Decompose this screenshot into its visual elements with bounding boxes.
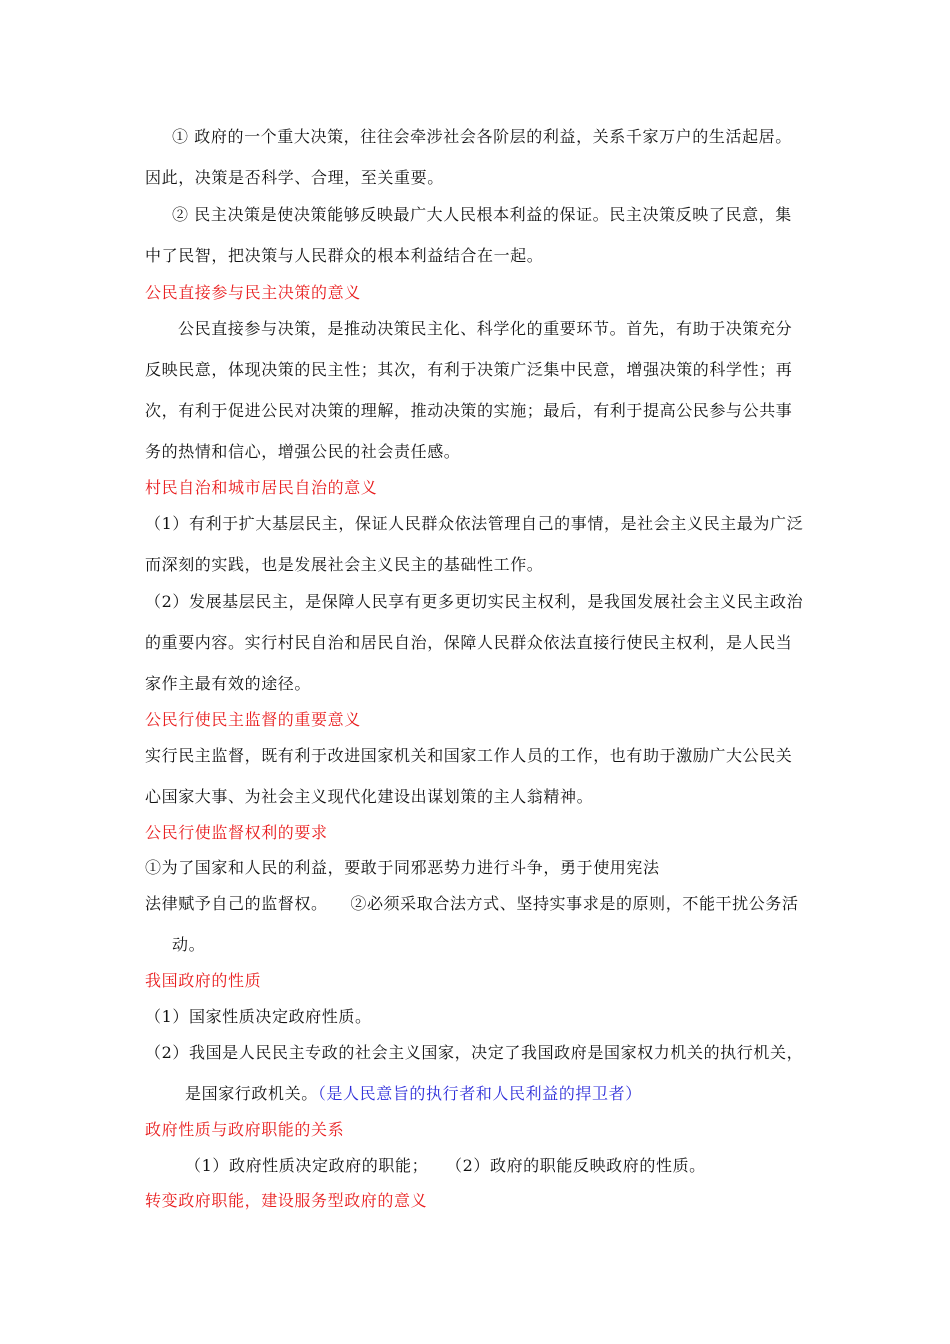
supervision-significance-line-2: 心国家大事、为社会主义现代化建设出谋划策的主人翁精神。 <box>145 787 594 806</box>
decision-point-2-line-1: ② 民主决策是使决策能够反映最广大人民根本利益的保证。民主决策反映了民意，集 <box>172 205 792 224</box>
self-governance-line-3: （2）发展基层民主，是保障人民享有更多更切实民主权利，是我国发展社会主义民主政治 <box>145 592 804 611</box>
self-governance-line-2: 而深刻的实践，也是发展社会主义民主的基础性工作。 <box>145 555 544 574</box>
decision-point-1-line-1: ① 政府的一个重大决策，往往会牵涉社会各阶层的利益，关系千家万户的生活起居。 <box>172 127 792 146</box>
supervision-significance-line-1: 实行民主监督，既有利于改进国家机关和国家工作人员的工作，也有助于激励广大公民关 <box>145 746 793 765</box>
section-heading-service-government: 转变政府职能，建设服务型政府的意义 <box>145 1191 428 1210</box>
section-heading-supervision-significance: 公民行使民主监督的重要意义 <box>145 710 361 729</box>
supervision-requirements-line-3: 动。 <box>172 935 206 954</box>
supervision-requirements-line-2: 法律赋予自己的监督权。 ②必须采取合法方式、坚持实事求是的原则，不能干扰公务活 <box>145 894 799 913</box>
government-nature-line-2: （2）我国是人民民主专政的社会主义国家，决定了我国政府是国家权力机关的执行机关， <box>145 1043 804 1062</box>
government-nature-note: （是人民意旨的执行者和人民利益的捍卫者） <box>317 1084 642 1103</box>
self-governance-line-1: （1）有利于扩大基层民主，保证人民群众依法管理自己的事情，是社会主义民主最为广泛 <box>145 514 804 533</box>
direct-participation-line-1: 公民直接参与决策，是推动决策民主化、科学化的重要环节。首先，有助于决策充分 <box>178 319 793 338</box>
self-governance-line-4: 的重要内容。实行村民自治和居民自治，保障人民群众依法直接行使民主权利，是人民当 <box>145 633 793 652</box>
section-heading-self-governance: 村民自治和城市居民自治的意义 <box>145 478 378 497</box>
self-governance-line-5: 家作主最有效的途径。 <box>145 674 312 693</box>
government-nature-line-3-text: 是国家行政机关。 <box>185 1084 318 1103</box>
supervision-requirements-line-1: ①为了国家和人民的利益，要敢于同邪恶势力进行斗争，勇于使用宪法 <box>145 858 660 877</box>
direct-participation-line-3: 次，有利于促进公民对决策的理解，推动决策的实施；最后，有利于提高公民参与公共事 <box>145 401 793 420</box>
section-heading-nature-function: 政府性质与政府职能的关系 <box>145 1120 345 1139</box>
section-heading-supervision-requirements: 公民行使监督权利的要求 <box>145 823 328 842</box>
section-heading-government-nature: 我国政府的性质 <box>145 971 262 990</box>
direct-participation-line-4: 务的热情和信心，增强公民的社会责任感。 <box>145 442 461 461</box>
decision-point-1-line-2: 因此，决策是否科学、合理，至关重要。 <box>145 168 444 187</box>
direct-participation-line-2: 反映民意，体现决策的民主性；其次，有利于决策广泛集中民意，增强决策的科学性；再 <box>145 360 793 379</box>
nature-function-item-2: （2）政府的职能反映政府的性质。 <box>446 1156 706 1175</box>
decision-point-2-line-2: 中了民智，把决策与人民群众的根本利益结合在一起。 <box>145 246 544 265</box>
government-nature-line-3 <box>185 1084 642 1104</box>
government-nature-line-1: （1）国家性质决定政府性质。 <box>145 1007 372 1026</box>
section-heading-direct-participation: 公民直接参与民主决策的意义 <box>145 283 361 302</box>
nature-function-item-1: （1）政府性质决定政府的职能； <box>185 1156 429 1175</box>
